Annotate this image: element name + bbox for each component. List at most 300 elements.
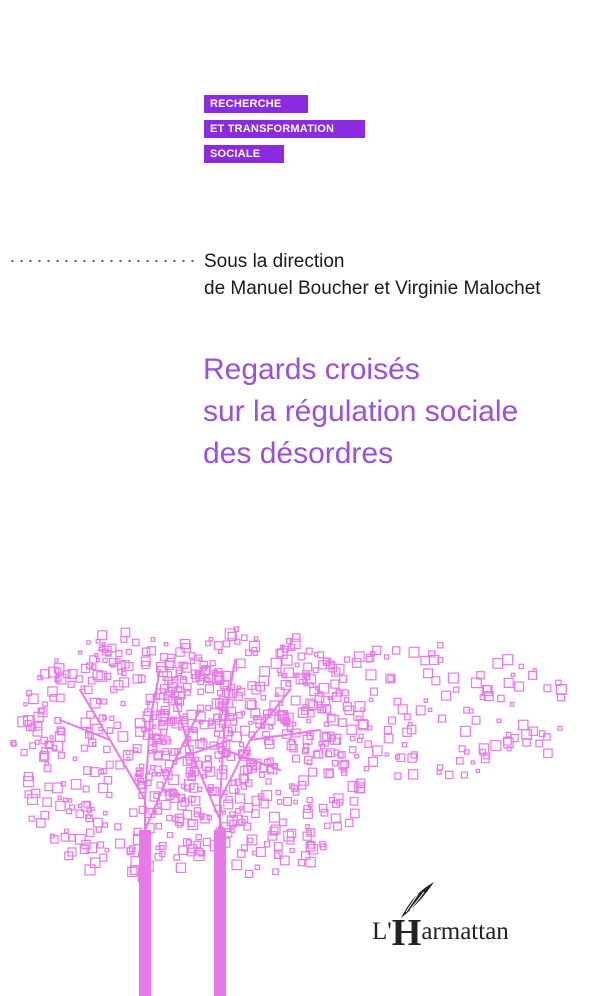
series-block	[204, 95, 365, 170]
foliage-square	[404, 714, 410, 720]
book-title	[203, 349, 518, 475]
foliage-square	[342, 690, 348, 696]
foliage-square	[35, 740, 39, 744]
foliage-square	[103, 658, 107, 662]
foliage-square	[188, 820, 198, 830]
foliage-square	[544, 749, 552, 757]
foliage-square	[265, 842, 270, 847]
foliage-square	[519, 664, 523, 668]
foliage-square	[146, 694, 153, 701]
foliage-square	[334, 794, 343, 803]
foliage-square	[242, 635, 248, 641]
foliage-square	[309, 768, 317, 776]
foliage-square	[503, 655, 513, 665]
foliage-square	[188, 820, 195, 827]
foliage-square	[271, 658, 281, 668]
foliage-square	[448, 673, 458, 683]
foliage-square	[290, 849, 294, 853]
foliage-square	[454, 687, 459, 692]
foliage-square	[142, 661, 149, 668]
foliage-square	[394, 698, 401, 705]
foliage-square	[472, 716, 480, 724]
foliage-square	[133, 639, 139, 645]
foliage-square	[107, 728, 113, 734]
foliage-square	[293, 790, 299, 796]
foliage-square	[355, 755, 359, 759]
title-line-2: sur la régulation sociale	[203, 395, 519, 428]
foliage-square	[350, 747, 356, 753]
foliage-square	[29, 816, 34, 821]
foliage-square	[158, 804, 161, 807]
foliage-square	[248, 838, 253, 843]
foliage-square	[298, 653, 305, 660]
foliage-square	[536, 740, 543, 747]
series-label-transformation: ET TRANSFORMATION	[204, 120, 365, 138]
foliage-square	[151, 638, 155, 642]
foliage-square	[439, 715, 446, 722]
foliage-square	[240, 807, 243, 810]
foliage-square	[102, 643, 105, 646]
foliage-square	[269, 725, 273, 729]
foliage-square	[174, 793, 178, 797]
foliage-square	[421, 656, 429, 664]
foliage-square	[106, 761, 113, 768]
foliage-square	[253, 851, 257, 855]
foliage-square	[437, 770, 441, 774]
foliage-square	[121, 702, 125, 706]
foliage-square	[307, 719, 311, 723]
foliage-square	[71, 780, 81, 790]
foliage-square	[313, 668, 318, 673]
foliage-square	[57, 694, 65, 702]
foliage-square	[190, 660, 194, 664]
foliage-square	[345, 698, 349, 702]
foliage-square	[351, 809, 359, 817]
foliage-square	[288, 829, 296, 837]
foliage-square	[127, 757, 130, 760]
foliage-square	[241, 726, 250, 735]
foliage-square	[114, 681, 123, 690]
foliage-square	[432, 677, 440, 685]
foliage-square	[24, 703, 27, 706]
foliage-square	[395, 773, 401, 779]
foliage-square	[96, 639, 100, 643]
foliage-square	[507, 732, 511, 736]
tree-trunk-left	[139, 830, 151, 996]
foliage-square	[105, 673, 111, 679]
foliage-square	[226, 796, 232, 802]
foliage-square	[98, 842, 104, 848]
foliage-square	[32, 789, 40, 797]
foliage-square	[149, 750, 152, 753]
foliage-square	[157, 782, 163, 788]
foliage-square	[273, 869, 279, 875]
foliage-square	[116, 839, 125, 848]
foliage-square	[323, 733, 330, 740]
foliage-square	[224, 800, 233, 809]
foliage-square	[69, 835, 75, 841]
foliage-square	[314, 653, 318, 657]
foliage-square	[73, 757, 76, 760]
foliage-square	[339, 719, 346, 726]
publisher-logo	[372, 905, 509, 954]
foliage-square	[461, 772, 467, 778]
foliage-square	[43, 702, 47, 706]
foliage-square	[115, 824, 121, 830]
series-label-recherche: RECHERCHE	[204, 95, 308, 113]
foliage-square	[253, 766, 256, 769]
foliage-square	[284, 798, 292, 806]
foliage-square	[55, 659, 58, 662]
foliage-square	[176, 863, 185, 872]
foliage-square	[156, 846, 160, 850]
foliage-square	[130, 809, 137, 816]
foliage-square	[87, 829, 94, 836]
foliage-square	[319, 805, 326, 812]
series-label-sociale: SOCIALE	[204, 145, 284, 163]
foliage-square	[206, 705, 211, 710]
editors-line-1: Sous la direction	[204, 251, 345, 272]
foliage-square	[224, 641, 230, 647]
foliage-square	[161, 654, 168, 661]
foliage-square	[558, 726, 562, 730]
foliage-square	[218, 690, 223, 695]
foliage-square	[209, 682, 212, 685]
foliage-square	[369, 698, 372, 701]
foliage-square	[271, 825, 280, 834]
foliage-square	[293, 755, 300, 762]
foliage-square	[424, 669, 433, 678]
foliage-square	[90, 698, 100, 708]
foliage-square	[371, 688, 378, 695]
foliage-square	[195, 757, 199, 761]
foliage-square	[87, 641, 90, 644]
foliage-square	[43, 798, 51, 806]
foliage-square	[215, 724, 222, 731]
foliage-square	[76, 835, 86, 845]
foliage-square	[471, 761, 474, 764]
foliage-square	[131, 857, 140, 866]
title-line-3: des désordres	[203, 437, 394, 470]
foliage-square	[328, 715, 338, 725]
foliage-square	[210, 661, 215, 666]
foliage-square	[277, 669, 281, 673]
foliage-square	[126, 649, 131, 654]
foliage-square	[81, 745, 87, 751]
foliage-square	[257, 848, 266, 857]
foliage-square	[103, 716, 106, 719]
foliage-square	[68, 681, 74, 687]
foliage-square	[402, 743, 406, 747]
foliage-square	[116, 651, 122, 657]
foliage-square	[249, 721, 252, 724]
foliage-square	[493, 659, 503, 669]
foliage-square	[110, 716, 114, 720]
title-line-1: Regards croisés	[203, 353, 420, 386]
foliage-square	[114, 722, 120, 728]
foliage-square	[260, 667, 270, 677]
foliage-square	[384, 655, 388, 659]
foliage-square	[157, 773, 160, 776]
foliage-square	[81, 686, 84, 689]
foliage-square	[416, 706, 425, 715]
editors-line-2: de Manuel Boucher et Virginie Malochet	[204, 278, 541, 299]
foliage-square	[364, 767, 368, 771]
foliage-square	[102, 699, 107, 704]
foliage-square	[306, 648, 312, 654]
publisher-initial: H	[391, 912, 422, 954]
foliage-square	[388, 676, 394, 682]
foliage-square	[318, 652, 324, 658]
foliage-square	[100, 854, 107, 861]
foliage-square	[58, 796, 61, 799]
foliage-square	[369, 757, 378, 766]
foliage-square	[164, 643, 167, 646]
foliage-square	[519, 720, 528, 729]
foliage-square	[529, 671, 537, 679]
foliage-square	[446, 771, 453, 778]
foliage-square	[522, 730, 532, 740]
foliage-square	[206, 685, 214, 693]
foliage-square	[491, 741, 501, 751]
foliage-square	[28, 795, 38, 805]
publisher-rest: armattan	[421, 918, 509, 945]
foliage-square	[429, 708, 432, 711]
foliage-square	[156, 823, 162, 829]
foliage-square	[37, 819, 46, 828]
foliage-square	[408, 770, 417, 779]
foliage-square	[118, 732, 128, 742]
foliage-square	[457, 758, 464, 765]
editors-block	[204, 248, 541, 302]
foliage-square	[393, 647, 400, 654]
foliage-square	[424, 699, 427, 702]
foliage-square	[61, 834, 69, 842]
foliage-square	[284, 831, 294, 841]
foliage-square	[310, 688, 318, 696]
publisher-prefix: L'	[372, 918, 392, 945]
foliage-square	[152, 725, 156, 729]
foliage-square	[304, 663, 312, 671]
foliage-square	[372, 746, 382, 756]
foliage-square	[179, 846, 187, 854]
foliage-square	[295, 663, 299, 667]
foliage-square	[497, 719, 501, 723]
foliage-square	[334, 664, 344, 674]
foliage-square	[160, 845, 164, 849]
foliage-square	[206, 768, 211, 773]
foliage-square	[56, 801, 65, 810]
foliage-square	[515, 682, 524, 691]
foliage-square	[120, 678, 129, 687]
foliage-square	[461, 726, 471, 736]
foliage-square	[270, 812, 280, 822]
foliage-square	[104, 746, 110, 752]
foliage-square	[373, 646, 381, 654]
foliage-square	[355, 702, 365, 712]
foliage-square	[198, 689, 204, 695]
foliage-square	[345, 657, 350, 662]
foliage-square	[44, 765, 51, 772]
foliage-square	[304, 749, 308, 753]
foliage-square	[479, 744, 488, 753]
foliage-square	[480, 749, 486, 755]
foliage-square	[293, 634, 300, 641]
foliage-square	[254, 637, 257, 641]
foliage-square	[284, 668, 293, 677]
foliage-square	[203, 838, 210, 845]
foliage-square	[41, 812, 49, 820]
foliage-square	[222, 811, 225, 814]
foliage-square	[510, 703, 514, 707]
foliage-square	[85, 686, 92, 693]
foliage-square	[498, 695, 504, 701]
foliage-square	[236, 794, 245, 803]
foliage-square	[167, 833, 172, 838]
foliage-square	[50, 695, 57, 702]
foliage-square	[209, 638, 212, 641]
foliage-square	[240, 743, 244, 747]
foliage-square	[511, 673, 514, 676]
foliage-square	[293, 723, 296, 726]
foliage-square	[366, 670, 376, 680]
foliage-square	[219, 650, 222, 653]
foliage-square	[398, 705, 407, 714]
foliage-square	[196, 848, 203, 855]
foliage-square	[306, 825, 310, 829]
foliage-square	[196, 835, 201, 840]
foliage-square	[260, 773, 265, 778]
tree-foliage	[11, 627, 566, 882]
foliage-square	[289, 645, 295, 651]
foliage-square	[275, 843, 283, 851]
foliage-square	[347, 725, 356, 734]
foliage-square	[298, 860, 304, 866]
foliage-square	[275, 853, 280, 858]
foliage-square	[183, 811, 191, 819]
foliage-square	[325, 823, 330, 828]
foliage-square	[327, 749, 335, 757]
foliage-square	[94, 818, 103, 827]
foliage-square	[215, 752, 221, 758]
foliage-square	[438, 643, 443, 648]
foliage-square	[331, 814, 340, 823]
foliage-square	[21, 749, 27, 755]
foliage-square	[232, 860, 242, 870]
foliage-square	[206, 641, 211, 646]
foliage-square	[384, 727, 391, 734]
foliage-square	[105, 848, 109, 852]
foliage-square	[275, 694, 278, 697]
foliage-square	[384, 734, 393, 743]
foliage-square	[78, 804, 81, 807]
foliage-square	[291, 696, 300, 705]
foliage-square	[320, 707, 323, 710]
foliage-square	[307, 798, 312, 803]
foliage-square	[365, 741, 371, 747]
foliage-square	[79, 651, 82, 654]
foliage-square	[476, 769, 479, 772]
foliage-square	[198, 740, 207, 749]
foliage-square	[30, 743, 36, 749]
foliage-square	[104, 811, 108, 815]
foliage-square	[134, 748, 138, 752]
foliage-square	[333, 693, 337, 697]
foliage-square	[306, 857, 315, 866]
tree-trunk-right	[214, 830, 226, 996]
foliage-square	[98, 631, 107, 640]
foliage-square	[50, 736, 53, 739]
foliage-square	[88, 677, 95, 684]
foliage-square	[246, 870, 253, 877]
foliage-square	[442, 691, 451, 700]
foliage-square	[167, 815, 172, 820]
foliage-square	[409, 647, 419, 657]
tree-illustration	[0, 600, 602, 996]
foliage-square	[507, 747, 511, 751]
foliage-square	[126, 751, 130, 755]
foliage-square	[389, 717, 396, 724]
foliage-square	[323, 706, 330, 713]
foliage-square	[174, 855, 179, 860]
foliage-square	[332, 761, 337, 766]
foliage-square	[59, 753, 65, 759]
foliage-square	[355, 652, 365, 662]
foliage-square	[99, 784, 108, 793]
foliage-square	[81, 718, 90, 727]
foliage-square	[346, 819, 353, 826]
foliage-square	[352, 659, 361, 668]
foliage-square	[385, 753, 388, 756]
foliage-square	[277, 800, 281, 804]
foliage-square	[504, 678, 513, 687]
foliage-square	[121, 628, 130, 637]
foliage-square	[161, 801, 170, 810]
foliage-square	[65, 829, 69, 833]
foliage-square	[361, 708, 364, 711]
foliage-square	[331, 680, 339, 688]
foliage-square	[544, 685, 551, 692]
foliage-square	[68, 799, 71, 802]
foliage-square	[266, 779, 271, 784]
foliage-square	[276, 790, 280, 794]
foliage-square	[438, 765, 443, 770]
foliage-square	[294, 800, 298, 804]
foliage-square	[96, 827, 101, 832]
foliage-square	[103, 823, 107, 827]
foliage-square	[189, 653, 194, 658]
foliage-square	[340, 676, 347, 683]
foliage-square	[255, 865, 259, 869]
foliage-square	[278, 673, 281, 676]
foliage-square	[259, 676, 268, 685]
foliage-square	[237, 659, 246, 668]
foliage-square	[104, 777, 111, 784]
foliage-square	[45, 783, 52, 790]
foliage-square	[214, 642, 222, 650]
foliage-square	[529, 727, 537, 735]
foliage-square	[91, 807, 94, 810]
foliage-square	[87, 815, 91, 819]
dotted-leader	[8, 260, 194, 262]
foliage-square	[299, 776, 308, 785]
foliage-square	[83, 786, 89, 792]
foliage-square	[350, 798, 358, 806]
foliage-square	[107, 792, 112, 797]
foliage-square	[350, 736, 355, 741]
foliage-square	[261, 696, 265, 700]
foliage-square	[268, 832, 276, 840]
